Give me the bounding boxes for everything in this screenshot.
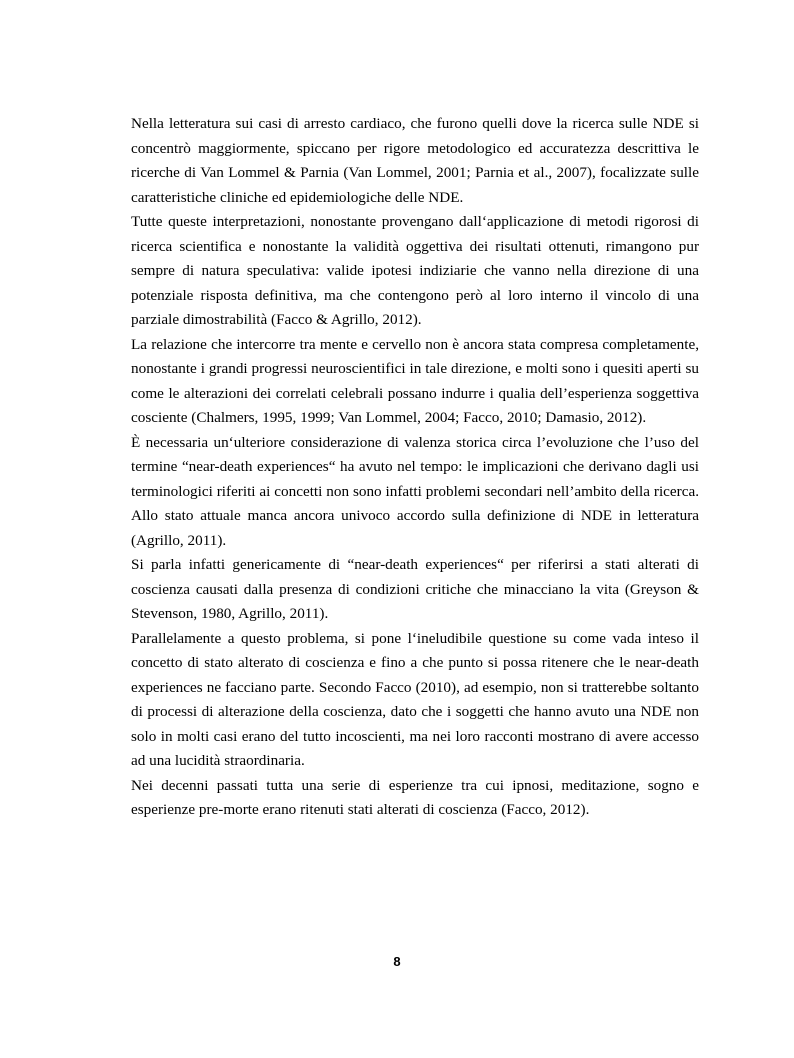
paragraph-interpretations: Tutte queste interpretazioni, nonostante provengano dall‘applicazione di metodi rigorosi di ricerca scientifica e nonostante la validità oggettiva dei risultati ottenuti, rimangono pur sempre di natura speculativa: valide ipotesi indiziarie che vanno nella direzione di una potenziale risposta definitiva, ma che contengono però al loro interno il vincolo di una parziale dimostrabilità (Facco & Agrillo, 2012). (131, 213, 699, 328)
body-text (131, 112, 699, 823)
paragraph-cardiac-arrest: Nella letteratura sui casi di arresto cardiaco, che furono quelli dove la ricerca sulle NDE si concentrò maggiormente, spiccano per rigore metodologico ed accuratezza descrittiva le ricerche di Van Lommel & Parnia (Van Lommel, 2001; Parnia et al., 2007), focalizzate sulle caratteristiche cliniche ed epidemiologiche delle NDE. (131, 115, 699, 206)
paragraph-past-decades: Nei decenni passati tutta una serie di esperienze tra cui ipnosi, meditazione, sogno e esperienze pre-morte erano ritenuti stati alterati di coscienza (Facco, 2012). (131, 776, 699, 818)
paragraph-definition: Si parla infatti genericamente di “near-death experiences“ per riferirsi a stati alterati di coscienza causati dalla presenza di condizioni critiche che minacciano la vita (Greyson & Stevenson, 1980, Agrillo, 2011). (131, 556, 699, 622)
page-number: 8 (393, 954, 401, 969)
paragraph-mind-brain: La relazione che intercorre tra mente e cervello non è ancora stata compresa completamente, nonostante i grandi progressi neuroscientifici in tale direzione, e molti sono i quesiti aperti su come le alterazioni dei correlati celebrali possano indurre i qualia dell’esperienza soggettiva cosciente (Chalmers, 1995, 1999; Van Lommel, 2004; Facco, 2010; Damasio, 2012). (131, 335, 699, 426)
paragraph-altered-states: Parallelamente a questo problema, si pone l‘ineludibile questione su come vada inteso il concetto di stato alterato di coscienza e fino a che punto si possa ritenere che le near-death experiences ne facciano parte. Secondo Facco (2010), ad esempio, non si tratterebbe soltanto di processi di alterazione della coscienza, dato che i soggetti che hanno avuto una NDE non solo in molti casi erano del tutto incoscienti, ma nei loro racconti mostrano di avere accesso ad una lucidità straordinaria. (131, 629, 699, 769)
paragraph-terminology: È necessaria un‘ulteriore considerazione di valenza storica circa l’evoluzione che l’uso del termine “near-death experiences“ ha avuto nel tempo: le implicazioni che derivano dagli usi terminologici riferiti ai concetti non sono infatti problemi secondari nell’ambito della ricerca. Allo stato attuale manca ancora univoco accordo sulla definizione di NDE in letteratura (Agrillo, 2011). (131, 433, 699, 549)
